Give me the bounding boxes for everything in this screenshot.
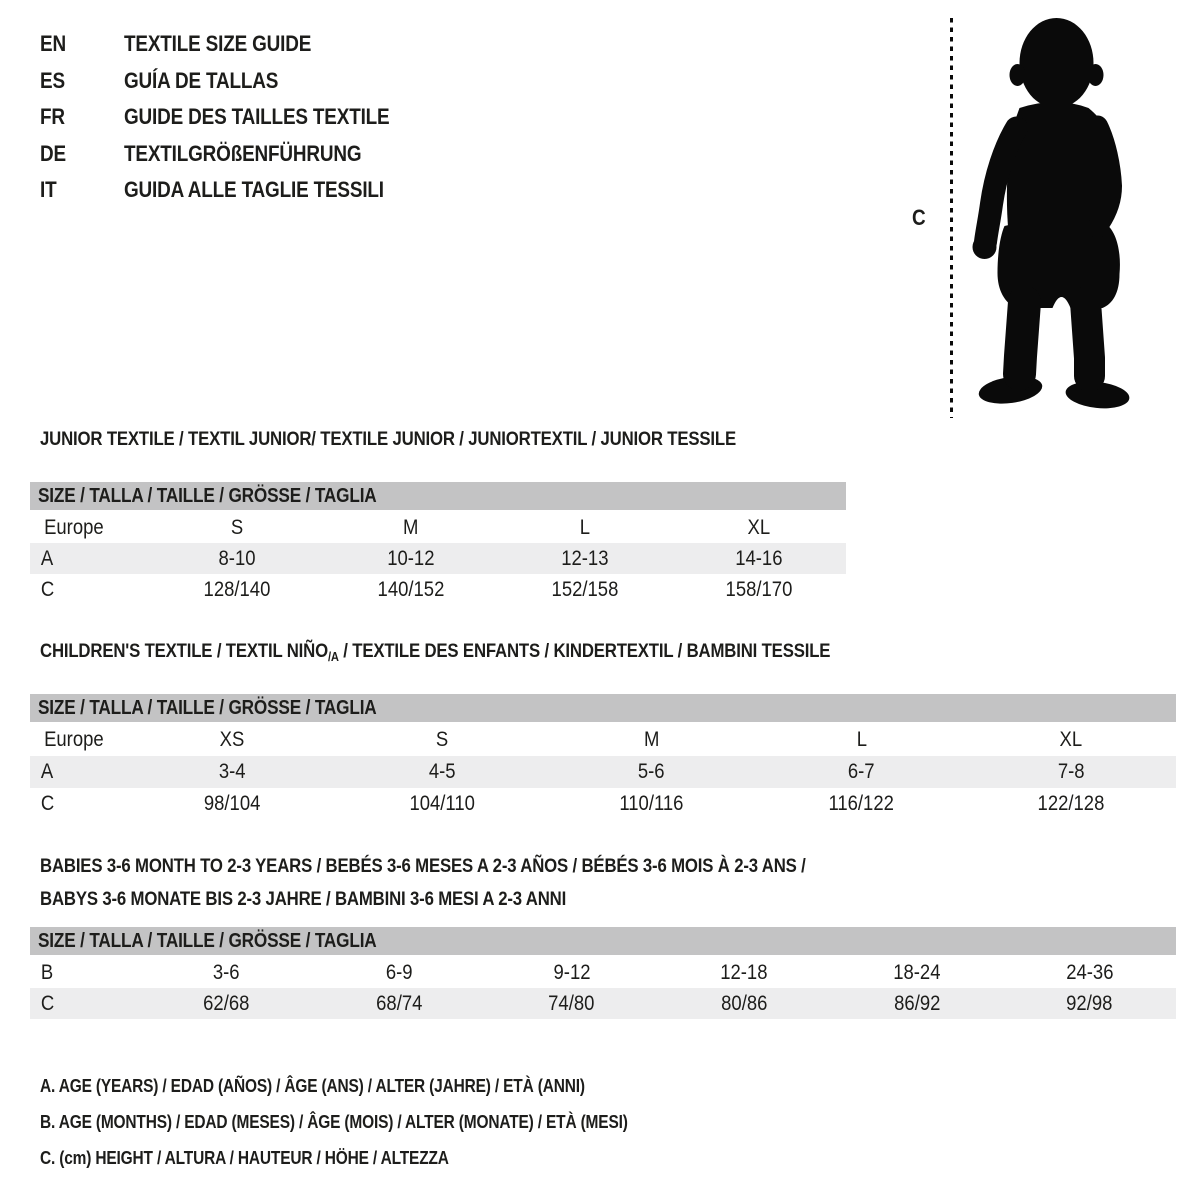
cell-value: L — [856, 728, 867, 751]
cell-value: 110/116 — [619, 792, 684, 815]
size-cell — [498, 574, 672, 605]
size-cell — [127, 724, 337, 756]
cell-value: 10-12 — [387, 546, 435, 570]
size-cell — [966, 724, 1176, 756]
size-cell — [757, 788, 967, 820]
row-label: C — [40, 792, 55, 815]
cell-value: 6-7 — [848, 760, 875, 783]
legend-text-b: B. AGE (MONTHS) / EDAD (MESES) / ÂGE (MOIS) / ALTER (MONATE) / ETÀ (MESI) — [40, 1112, 628, 1132]
cell-value: 128/140 — [203, 577, 271, 601]
babies-size-header-band — [30, 927, 1176, 955]
cell-value: 104/110 — [409, 792, 475, 815]
size-cell — [337, 724, 547, 756]
size-cell — [313, 957, 486, 988]
babies-title-line1: BABIES 3-6 MONTH TO 2-3 YEARS / BEBÉS 3-6 MESES A 2-3 AÑOS / BÉBÉS 3-6 MOIS À 2-3 ANS / — [40, 855, 806, 877]
cell-value: 12-13 — [561, 546, 609, 570]
cell-value: 4-5 — [428, 760, 456, 783]
row-label-cell — [30, 957, 140, 988]
size-cell — [831, 988, 1004, 1019]
language-row-de — [40, 136, 433, 173]
cell-value: S — [230, 515, 244, 539]
row-label: A — [40, 546, 54, 570]
childrens-section-title — [30, 640, 1176, 668]
junior-section-title-text: JUNIOR TEXTILE / TEXTIL JUNIOR/ TEXTILE JUNIOR / JUNIORTEXTIL / JUNIOR TESSILE — [40, 428, 736, 450]
childrens-row-age-years — [30, 756, 1176, 788]
childrens-title-post: / TEXTILE DES ENFANTS / KINDERTEXTIL / BAMBINI TESSILE — [338, 640, 831, 662]
babies-size-table — [30, 957, 1176, 1019]
size-cell — [127, 756, 337, 788]
measure-label-text: C — [912, 205, 926, 230]
cell-value: 158/170 — [725, 577, 793, 601]
cell-value: 92/98 — [1066, 991, 1113, 1015]
babies-row-age-months — [30, 957, 1176, 988]
row-label: B — [40, 960, 54, 984]
junior-row-europe — [30, 512, 846, 543]
section-babies — [30, 850, 1176, 1019]
size-cell — [658, 957, 831, 988]
row-label-cell — [30, 788, 127, 820]
row-label-cell — [30, 574, 150, 605]
row-label: C — [40, 577, 55, 601]
cell-value: 80/86 — [721, 991, 768, 1015]
guide-title-de: TEXTILGRÖßENFÜHRUNG — [124, 140, 362, 166]
guide-title-en: TEXTILE SIZE GUIDE — [124, 31, 312, 56]
babies-section-title — [30, 850, 1176, 916]
size-cell — [485, 957, 658, 988]
cell-value: XL — [1059, 728, 1083, 751]
size-cell — [150, 512, 324, 543]
cell-value: 14-16 — [735, 546, 783, 570]
size-cell — [658, 988, 831, 1019]
cell-value: 5-6 — [638, 760, 666, 783]
cell-value: 3-4 — [218, 760, 246, 783]
junior-section-title — [30, 428, 846, 451]
measure-legend — [40, 1068, 723, 1176]
language-row-it — [40, 172, 433, 209]
size-cell — [547, 724, 757, 756]
size-cell — [966, 756, 1176, 788]
cell-value: XL — [747, 515, 771, 539]
guide-title-es: GUÍA DE TALLAS — [124, 67, 279, 93]
cell-value: 86/92 — [893, 991, 941, 1015]
size-cell — [672, 574, 846, 605]
size-cell — [324, 512, 498, 543]
size-cell — [498, 512, 672, 543]
height-measure-label-c — [912, 205, 928, 231]
size-cell — [966, 788, 1176, 820]
childrens-row-europe — [30, 724, 1176, 756]
row-label-cell — [30, 756, 127, 788]
cell-value: L — [579, 515, 591, 539]
size-cell — [672, 543, 846, 574]
childrens-row-height-cm — [30, 788, 1176, 820]
section-childrens-textile — [30, 640, 1176, 820]
size-header-text: SIZE / TALLA / TAILLE / GRÖSSE / TAGLIA — [38, 697, 377, 719]
cell-value: 140/152 — [377, 577, 445, 601]
size-cell — [324, 543, 498, 574]
size-cell — [485, 988, 658, 1019]
cell-value: M — [403, 515, 419, 539]
legend-line-b — [40, 1104, 723, 1140]
row-label-cell — [30, 512, 150, 543]
row-label-cell — [30, 724, 127, 756]
cell-value: 62/68 — [203, 991, 250, 1015]
cell-value: 6-9 — [385, 960, 413, 984]
babies-title-line2: BABYS 3-6 MONATE BIS 2-3 JAHRE / BAMBINI 3-6 MESI A 2-3 ANNI — [40, 888, 567, 910]
junior-size-header-band — [30, 482, 846, 510]
language-code: EN — [40, 31, 66, 56]
row-label-cell — [30, 543, 150, 574]
size-cell — [1003, 988, 1176, 1019]
cell-value: 8-10 — [218, 546, 256, 570]
legend-text-c: C. (cm) HEIGHT / ALTURA / HAUTEUR / HÖHE / ALTEZZA — [40, 1148, 449, 1168]
size-cell — [140, 988, 313, 1019]
junior-row-age-years — [30, 543, 846, 574]
childrens-size-header-band — [30, 694, 1176, 722]
cell-value: XS — [219, 728, 245, 751]
cell-value: 24-36 — [1066, 960, 1114, 984]
row-label-cell — [30, 988, 140, 1019]
cell-value: 3-6 — [212, 960, 240, 984]
row-label: A — [40, 760, 54, 783]
language-code: DE — [40, 140, 66, 166]
size-cell — [672, 512, 846, 543]
cell-value: S — [435, 728, 449, 751]
cell-value: 9-12 — [553, 960, 591, 984]
size-cell — [757, 724, 967, 756]
size-cell — [757, 756, 967, 788]
cell-value: 7-8 — [1057, 760, 1085, 783]
row-label: C — [40, 991, 55, 1015]
language-row-es — [40, 63, 433, 100]
babies-row-height-cm — [30, 988, 1176, 1019]
toddler-silhouette-icon — [964, 16, 1140, 420]
cell-value: 12-18 — [720, 960, 768, 984]
legend-line-c — [40, 1140, 723, 1176]
size-cell — [140, 957, 313, 988]
cell-value: 18-24 — [893, 960, 941, 984]
cell-value: 68/74 — [375, 991, 423, 1015]
cell-value: 74/80 — [548, 991, 595, 1015]
section-junior-textile — [30, 428, 846, 605]
cell-value: M — [643, 728, 660, 751]
junior-row-height-cm — [30, 574, 846, 605]
size-header-text: SIZE / TALLA / TAILLE / GRÖSSE / TAGLIA — [38, 930, 377, 952]
cell-value: 98/104 — [203, 792, 261, 815]
size-cell — [313, 988, 486, 1019]
childrens-title-pre: CHILDREN'S TEXTILE / TEXTIL NIÑO — [40, 640, 328, 662]
size-cell — [324, 574, 498, 605]
childrens-size-table — [30, 724, 1176, 820]
language-title-list — [40, 26, 433, 209]
size-cell — [1003, 957, 1176, 988]
guide-title-fr: GUIDE DES TAILLES TEXTILE — [124, 104, 390, 129]
size-cell — [498, 543, 672, 574]
row-label: Europe — [44, 515, 104, 539]
size-header-text: SIZE / TALLA / TAILLE / GRÖSSE / TAGLIA — [38, 485, 377, 507]
childrens-title-sub: /A — [327, 649, 339, 664]
cell-value: 116/122 — [828, 792, 895, 815]
language-row-en — [40, 26, 433, 63]
cell-value: 122/128 — [1037, 792, 1105, 815]
size-cell — [337, 756, 547, 788]
legend-text-a: A. AGE (YEARS) / EDAD (AÑOS) / ÂGE (ANS) / ALTER (JAHRE) / ETÀ (ANNI) — [40, 1076, 585, 1096]
size-cell — [150, 543, 324, 574]
size-cell — [150, 574, 324, 605]
junior-size-table — [30, 512, 846, 605]
guide-title-it: GUIDA ALLE TAGLIE TESSILI — [124, 177, 385, 202]
language-code: ES — [40, 67, 65, 93]
cell-value: 152/158 — [551, 577, 619, 601]
legend-line-a — [40, 1068, 723, 1104]
size-cell — [547, 788, 757, 820]
size-cell — [547, 756, 757, 788]
size-cell — [831, 957, 1004, 988]
size-cell — [127, 788, 337, 820]
language-row-fr — [40, 99, 433, 136]
height-measure-dashed-line — [950, 18, 953, 418]
size-cell — [337, 788, 547, 820]
language-code: IT — [40, 177, 57, 202]
language-code: FR — [40, 104, 65, 129]
row-label: Europe — [44, 728, 104, 751]
